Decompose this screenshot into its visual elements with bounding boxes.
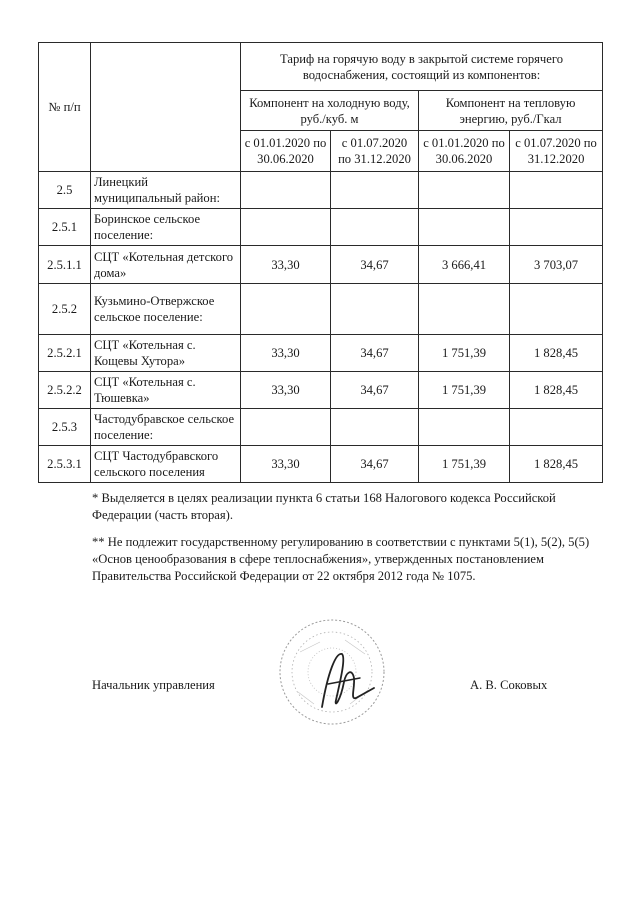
row-name: СЦТ Частодубравского сельского поселения (91, 446, 241, 483)
row-value (241, 284, 331, 335)
table-row (39, 409, 603, 446)
table-row (39, 284, 603, 335)
row-value: 34,67 (331, 335, 419, 372)
row-value (419, 172, 510, 209)
row-value (241, 172, 331, 209)
row-value (510, 209, 603, 246)
row-value: 1 828,45 (510, 372, 603, 409)
footnote-vat-text: * Выделяется в целях реализации пункта 6 статьи 168 Налогового кодекса Российской Федерации (часть вторая). (92, 491, 556, 522)
row-value: 1 751,39 (419, 446, 510, 483)
row-value: 33,30 (241, 335, 331, 372)
footnote-vat (92, 490, 612, 524)
row-code: 2.5.2 (39, 284, 91, 335)
table-row (39, 246, 603, 284)
official-seal-with-signature-icon (270, 612, 400, 742)
signatory-name: А. В. Соковых (470, 678, 548, 692)
row-value (419, 209, 510, 246)
row-code: 2.5.3.1 (39, 446, 91, 483)
header-main-title: Тариф на горячую воду в закрытой системе горячего водоснабжения, состоящий из компонентов: (241, 43, 603, 91)
row-value: 1 751,39 (419, 335, 510, 372)
row-value: 3 703,07 (510, 246, 603, 284)
header-period: с 01.07.2020 по 31.12.2020 (331, 131, 419, 172)
signatory-title: Начальник управления (92, 678, 215, 692)
row-value (331, 409, 419, 446)
row-value: 34,67 (331, 372, 419, 409)
tariff-table (38, 42, 603, 483)
header-num: № п/п (39, 43, 91, 172)
row-code: 2.5.3 (39, 409, 91, 446)
row-value: 34,67 (331, 246, 419, 284)
row-name: СЦТ «Котельная с. Тюшевка» (91, 372, 241, 409)
row-value (419, 409, 510, 446)
row-value (510, 409, 603, 446)
table-row (39, 172, 603, 209)
row-value: 33,30 (241, 246, 331, 284)
row-name: СЦТ «Котельная с. Кощевы Хутора» (91, 335, 241, 372)
header-heat-component: Компонент на тепловую энергию, руб./Гкал (419, 91, 603, 131)
row-value (241, 409, 331, 446)
header-period: с 01.01.2020 по 30.06.2020 (241, 131, 331, 172)
row-code: 2.5 (39, 172, 91, 209)
row-value: 3 666,41 (419, 246, 510, 284)
row-name: Боринское сельское поселение: (91, 209, 241, 246)
row-name: Линецкий муниципальный район: (91, 172, 241, 209)
row-value: 1 828,45 (510, 335, 603, 372)
row-value (510, 284, 603, 335)
footnote-not-regulated (92, 534, 612, 585)
row-code: 2.5.2.1 (39, 335, 91, 372)
header-cold-component: Компонент на холодную воду, руб./куб. м (241, 91, 419, 131)
table-row (39, 209, 603, 246)
header-period: с 01.07.2020 по 31.12.2020 (510, 131, 603, 172)
row-value (331, 209, 419, 246)
row-code: 2.5.2.2 (39, 372, 91, 409)
row-code: 2.5.1 (39, 209, 91, 246)
table-row (39, 446, 603, 483)
header-period: с 01.01.2020 по 30.06.2020 (419, 131, 510, 172)
row-value: 33,30 (241, 446, 331, 483)
table-row (39, 335, 603, 372)
row-name: СЦТ «Котельная детского дома» (91, 246, 241, 284)
table-row (39, 372, 603, 409)
row-value (331, 172, 419, 209)
row-value (510, 172, 603, 209)
row-value (419, 284, 510, 335)
row-value: 34,67 (331, 446, 419, 483)
row-value: 1 751,39 (419, 372, 510, 409)
row-name: Частодубравское сельское поселение: (91, 409, 241, 446)
row-name: Кузьмино-Отвержское сельское поселение: (91, 284, 241, 335)
header-name-empty (91, 43, 241, 172)
footnote-not-regulated-text: ** Не подлежит государственному регулированию в соответствии с пунктами 5(1), 5(2), 5(5) «Основ ценообразования в сфере теплоснабжения», утвержденных постановлением Правительства Российской Федерации от 22 октября 2012 года № 1075. (92, 535, 590, 583)
row-value (241, 209, 331, 246)
row-code: 2.5.1.1 (39, 246, 91, 284)
row-value: 1 828,45 (510, 446, 603, 483)
row-value (331, 284, 419, 335)
row-value: 33,30 (241, 372, 331, 409)
